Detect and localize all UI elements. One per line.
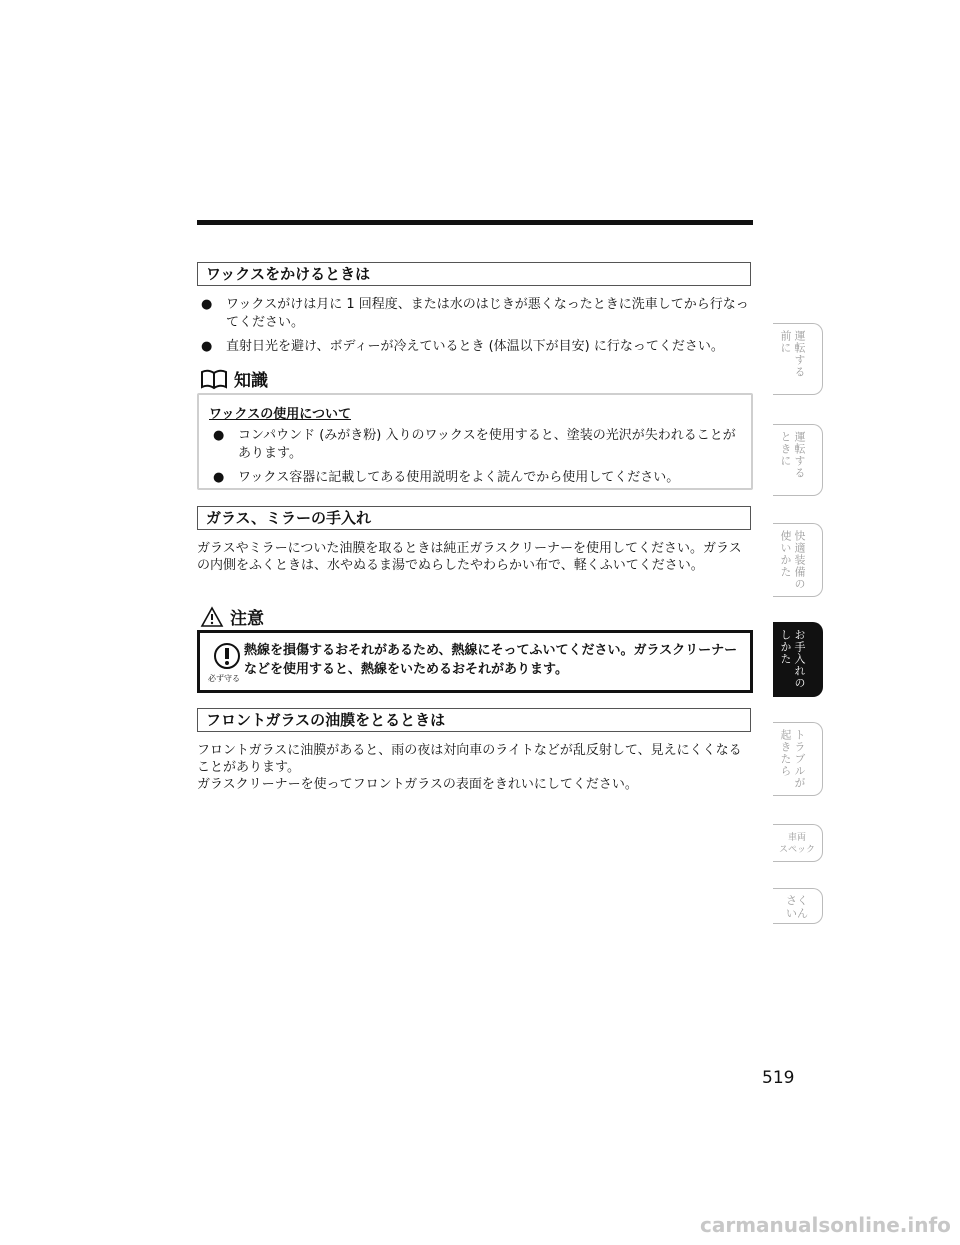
icon-label: 必ず守る <box>208 674 240 683</box>
front-glass-paragraph-2: ガラスクリーナーを使ってフロントガラスの表面をきれいにしてください。 <box>197 777 638 792</box>
side-tab-troubleshooting[interactable]: トラブルが 起きたら <box>773 722 823 796</box>
book-icon <box>200 367 228 391</box>
caution-box <box>197 630 753 693</box>
caution-heading: 注意 <box>200 604 264 629</box>
knowledge-heading: 知識 <box>200 366 268 391</box>
top-rule <box>197 220 753 225</box>
list-item: ● コンパウンド (みがき粉) 入りのワックスを使用すると、塗装の光沢が失われることがあります。 <box>213 428 736 461</box>
page-number: 519 <box>762 1068 795 1088</box>
side-tab-specifications[interactable]: 車両 スペック <box>773 824 823 862</box>
front-glass-section-title: フロントガラスの油膜をとるときは <box>197 708 751 732</box>
exclamation-circle-icon <box>213 642 241 670</box>
watermark: carmanualsonline.info <box>700 1213 951 1237</box>
list-item: ● 直射日光を避け、ボディーが冷えているとき (体温以下が目安) に行なってください。 <box>201 339 724 354</box>
side-tab-while-driving[interactable]: 運転する ときに <box>773 424 823 496</box>
knowledge-subheading: ワックスの使用について <box>209 407 351 422</box>
glass-paragraph: ガラスやミラーについた油膜を取るときは純正ガラスクリーナーを使用してください。ガラスの内側をふくときは、水やぬるま湯でぬらしたやわらかい布で、軽くふいてください。 <box>197 541 742 573</box>
glass-section-title: ガラス、ミラーの手入れ <box>197 506 751 530</box>
wax-bullet-list <box>197 296 753 362</box>
side-tab-maintenance[interactable]: お手入れの しかた <box>773 622 823 697</box>
wax-section-title: ワックスをかけるときは <box>197 262 751 286</box>
side-tab-index[interactable]: さく いん <box>773 888 823 924</box>
front-glass-paragraph-1: フロントガラスに油膜があると、雨の夜は対向車のライトなどが乱反射して、見えにくくなることがあります。 <box>197 743 742 775</box>
knowledge-box <box>197 393 753 490</box>
caution-text: 熱線を損傷するおそれがあるため、熱線にそってふいてください。ガラスクリーナーなどを使用すると、熱線をいためるおそれがあります。 <box>244 643 738 677</box>
knowledge-bullet-list <box>209 427 739 493</box>
warning-triangle-icon <box>200 606 224 628</box>
side-tab-before-driving[interactable]: 運転する 前に <box>773 323 823 395</box>
list-item: ● ワックス容器に記載してある使用説明をよく読んでから使用してください。 <box>213 470 680 485</box>
side-tab-comfort-equipment[interactable]: 快適装備の 使いかた <box>773 523 823 597</box>
list-item: ● ワックスがけは月に 1 回程度、または水のはじきが悪くなったときに洗車してから行なってください。 <box>201 297 749 330</box>
